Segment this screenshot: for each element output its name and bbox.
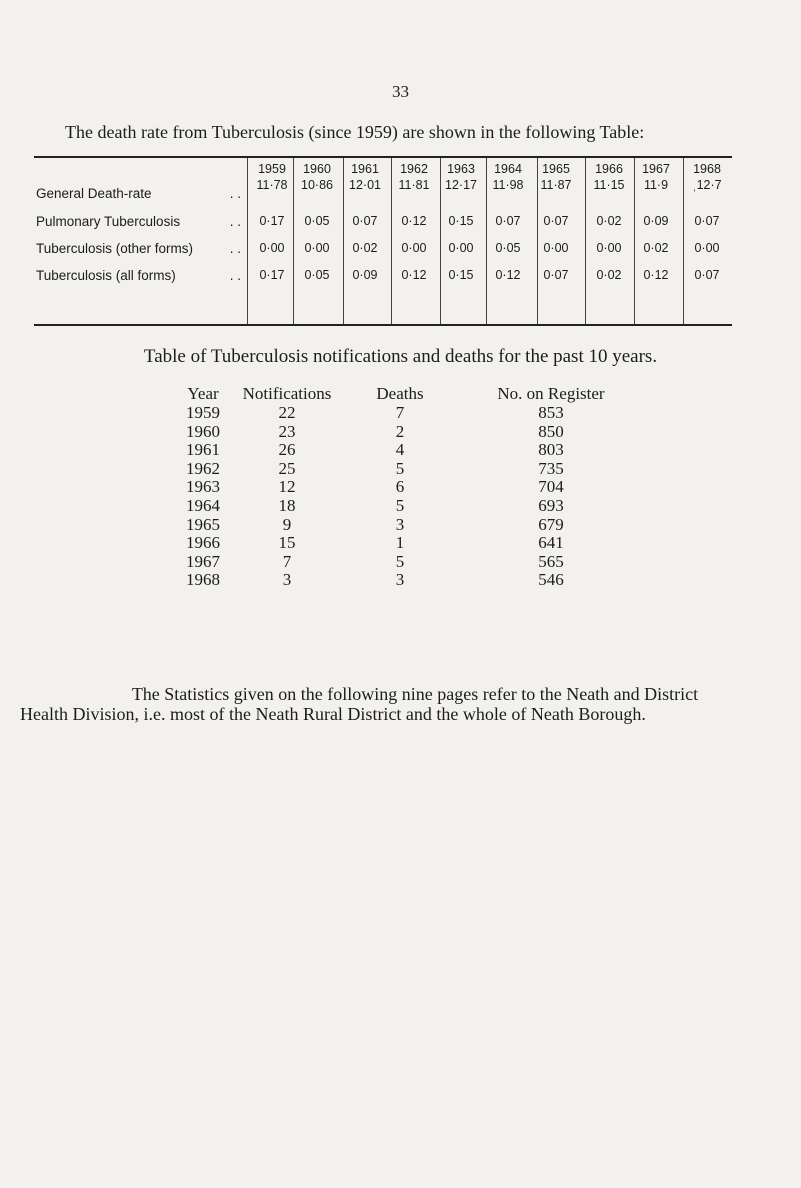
page-number: 33 bbox=[392, 82, 409, 101]
row-leader-dots: . . bbox=[229, 268, 241, 283]
table-cell: 0·00 bbox=[259, 241, 285, 255]
table-cell: 23 bbox=[278, 421, 296, 441]
table-cell: 5 bbox=[395, 551, 405, 571]
year-header: 1959 bbox=[258, 162, 286, 176]
row-label bbox=[36, 186, 241, 201]
table-cell: 11·98 bbox=[492, 178, 524, 192]
table-cell: 0·07 bbox=[543, 268, 569, 282]
table-cell: 0·00 bbox=[596, 241, 622, 255]
column-header: Deaths bbox=[376, 384, 424, 403]
year-header: 1960 bbox=[303, 162, 331, 176]
table-cell: 0·05 bbox=[304, 214, 330, 228]
row-label-text: Pulmonary Tuberculosis bbox=[36, 214, 181, 229]
year-header: 1967 bbox=[642, 162, 670, 176]
table-cell: 2 bbox=[395, 421, 405, 441]
table-cell: 12·01 bbox=[349, 178, 381, 192]
table-cell: 6 bbox=[395, 477, 405, 497]
table-cell: 704 bbox=[538, 477, 564, 497]
table-cell: 0·09 bbox=[352, 268, 378, 282]
notifications-table-title: Table of Tuberculosis notifications and deaths for the past 10 years. bbox=[143, 346, 658, 367]
table-cell: 546 bbox=[538, 570, 564, 590]
column-header: Notifications bbox=[242, 384, 332, 403]
table-cell: 15 bbox=[278, 533, 296, 553]
table-cell: 735 bbox=[538, 458, 564, 478]
table-cell: 0·00 bbox=[543, 241, 569, 255]
closing-line-1: The Statistics given on the following nine pages refer to the Neath and District bbox=[131, 684, 699, 704]
table-cell: 11·15 bbox=[593, 178, 625, 192]
table-cell: 853 bbox=[538, 403, 564, 422]
table-cell: 0·17 bbox=[259, 214, 285, 228]
table-cell: 0·09 bbox=[643, 214, 669, 228]
row-label-text: Tuberculosis (all forms) bbox=[36, 268, 176, 283]
column-header: Year bbox=[187, 384, 219, 403]
table-cell: 565 bbox=[538, 551, 564, 571]
row-leader-dots: . . bbox=[229, 241, 241, 256]
row-label-text: Tuberculosis (other forms) bbox=[36, 241, 194, 256]
table-cell: 7 bbox=[282, 551, 292, 571]
table-cell: 7 bbox=[395, 403, 405, 422]
year-header: 1961 bbox=[351, 162, 379, 176]
table-cell: 18 bbox=[278, 496, 296, 515]
table-cell: 0·00 bbox=[694, 241, 720, 255]
table-cell: 22 bbox=[278, 403, 296, 422]
table-cell: 11·87 bbox=[540, 178, 572, 192]
table-cell: 0·05 bbox=[304, 268, 330, 282]
row-leader-dots: . . bbox=[229, 214, 241, 229]
table-cell: 0·07 bbox=[694, 268, 720, 282]
table-cell: 0·02 bbox=[596, 214, 622, 228]
table-cell: 1964 bbox=[186, 496, 220, 515]
closing-paragraph bbox=[20, 684, 790, 724]
table-cell: 1959 bbox=[186, 403, 220, 422]
table-cell: 0·17 bbox=[259, 268, 285, 282]
table-cell: 641 bbox=[538, 533, 564, 553]
table-cell: 12·17 bbox=[445, 178, 477, 192]
intro-text: The death rate from Tuberculosis (since 1959) are shown in the following Table: bbox=[65, 122, 645, 142]
table-cell: 0·02 bbox=[352, 241, 378, 255]
table-top-rule bbox=[34, 156, 732, 158]
table-cell: 0·05 bbox=[495, 241, 521, 255]
table-cell: 850 bbox=[538, 421, 564, 441]
table-cell: 4 bbox=[395, 440, 405, 460]
table-cell: 3 bbox=[282, 570, 292, 590]
table-cell: 693 bbox=[538, 496, 564, 515]
table-cell: 1967 bbox=[186, 551, 220, 571]
table-cell: 0·15 bbox=[448, 268, 474, 282]
year-header: 1968 bbox=[693, 162, 721, 176]
table-cell: 11·81 bbox=[398, 178, 430, 192]
table-cell: 0·02 bbox=[596, 268, 622, 282]
table-cell: 0·07 bbox=[495, 214, 521, 228]
table-cell: 9 bbox=[282, 514, 292, 534]
table-cell: 11·9 bbox=[643, 178, 669, 192]
table-cell: 1963 bbox=[186, 477, 220, 497]
row-label bbox=[36, 214, 241, 229]
table-cell: 26 bbox=[278, 440, 296, 460]
year-header: 1962 bbox=[400, 162, 428, 176]
table-cell: 3 bbox=[395, 570, 405, 590]
row-label bbox=[36, 268, 241, 283]
year-header: 1963 bbox=[447, 162, 475, 176]
table-bottom-rule bbox=[34, 324, 732, 326]
year-header: 1964 bbox=[494, 162, 522, 176]
table-cell: 12 bbox=[278, 477, 296, 497]
table-cell: 5 bbox=[395, 496, 405, 515]
table-cell: 0·12 bbox=[643, 268, 669, 282]
table-cell: 5 bbox=[395, 458, 405, 478]
table-cell: 679 bbox=[538, 514, 564, 534]
table-cell: 25 bbox=[278, 458, 296, 478]
table-cell: 1962 bbox=[186, 458, 220, 478]
table-cell: 0·00 bbox=[448, 241, 474, 255]
table-cell: 0·12 bbox=[401, 214, 427, 228]
table-cell: 1965 bbox=[186, 514, 220, 534]
table-cell: 803 bbox=[538, 440, 564, 460]
table-cell: 0·02 bbox=[643, 241, 669, 255]
table-cell: 0·00 bbox=[401, 241, 427, 255]
table-cell: 10·86 bbox=[301, 178, 333, 192]
column-header: No. on Register bbox=[497, 384, 605, 403]
table-cell: 1966 bbox=[186, 533, 220, 553]
table-cell: 0·15 bbox=[448, 214, 474, 228]
table-cell: 0·00 bbox=[304, 241, 330, 255]
table-cell: 1968 bbox=[186, 570, 220, 590]
table-cell: 0·07 bbox=[694, 214, 720, 228]
table-cell: 1961 bbox=[186, 440, 220, 460]
year-header: 1965 bbox=[542, 162, 570, 176]
table-cell: 3 bbox=[395, 514, 405, 534]
closing-line-2: Health Division, i.e. most of the Neath Rural District and the whole of Neath Borough. bbox=[20, 704, 646, 724]
table-cell: 0·07 bbox=[352, 214, 378, 228]
table-cell: 1960 bbox=[186, 421, 220, 441]
row-leader-dots: . . bbox=[229, 186, 241, 201]
row-label-text: General Death-rate bbox=[36, 186, 152, 201]
table-cell: 0·12 bbox=[401, 268, 427, 282]
table-cell: 0·07 bbox=[543, 214, 569, 228]
table-cell: 1 bbox=[395, 533, 405, 553]
year-header: 1966 bbox=[595, 162, 623, 176]
table-cell: 11·78 bbox=[256, 178, 288, 192]
row-label bbox=[36, 241, 241, 256]
table-cell: ˌ12·7 bbox=[692, 178, 722, 192]
table-cell: 0·12 bbox=[495, 268, 521, 282]
